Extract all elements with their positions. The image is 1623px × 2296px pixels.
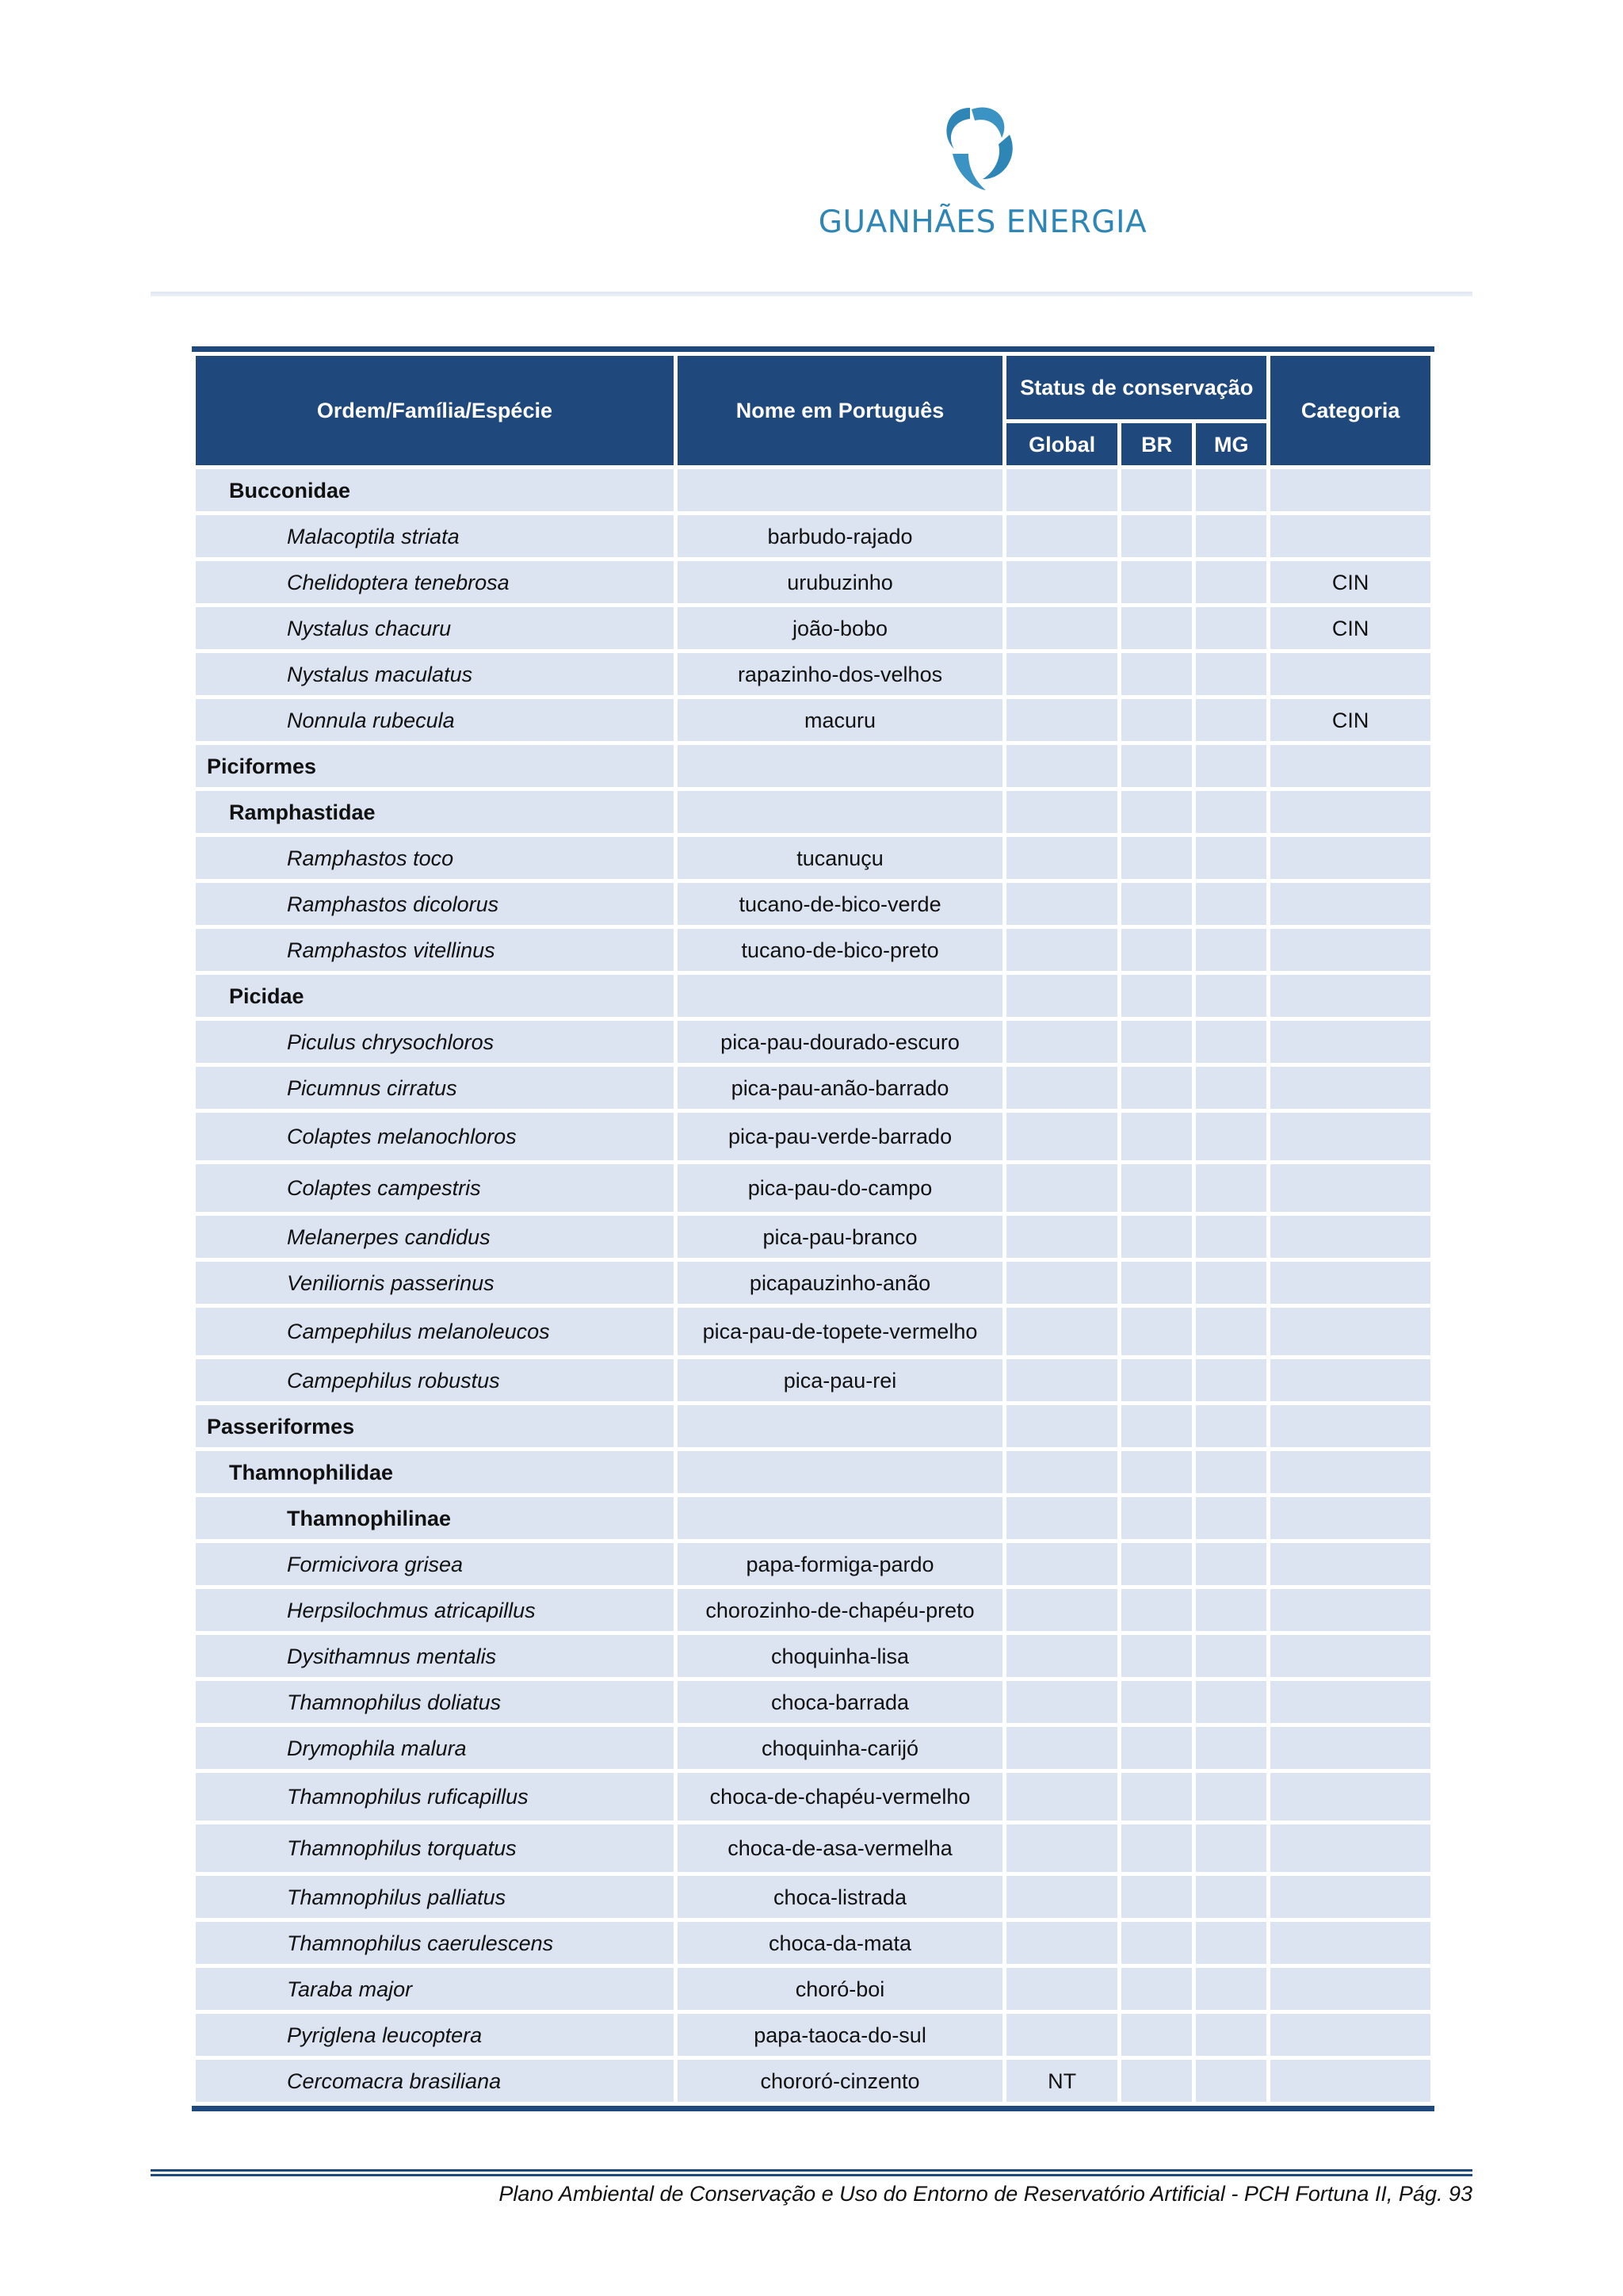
mg-status-cell [1196,1543,1266,1585]
global-status-cell [1006,2014,1117,2056]
portuguese-name-cell [678,791,1002,833]
taxon-cell [196,1635,674,1677]
table-row [196,1216,1430,1258]
br-status-cell [1121,745,1192,787]
category-cell [1270,1681,1430,1723]
global-status-cell [1006,699,1117,741]
br-status-cell [1121,699,1192,741]
category-cell [1270,1727,1430,1769]
portuguese-name-cell: papa-taoca-do-sul [678,2014,1002,2056]
category-cell: CIN [1270,607,1430,649]
header-category: Categoria [1270,356,1430,465]
global-status-cell [1006,1216,1117,1258]
global-status-cell [1006,1773,1117,1820]
mg-status-cell [1196,1262,1266,1304]
table-row [196,1021,1430,1063]
table-row [196,1876,1430,1918]
mg-status-cell [1196,1876,1266,1918]
portuguese-name-cell: pica-pau-rei [678,1359,1002,1401]
taxon-label: Formicivora grisea [287,1552,464,1576]
portuguese-name-cell: choquinha-carijó [678,1727,1002,1769]
header-species: Ordem/Família/Espécie [196,356,674,465]
br-status-cell [1121,975,1192,1017]
portuguese-name-cell: choquinha-lisa [678,1635,1002,1677]
br-status-cell [1121,2060,1192,2102]
taxon-cell [196,929,674,971]
taxon-cell [196,1359,674,1401]
global-status-cell [1006,1405,1117,1447]
portuguese-name-cell: pica-pau-branco [678,1216,1002,1258]
taxon-label: Picidae [229,984,304,1008]
taxon-label: Thamnophilidae [229,1460,394,1484]
portuguese-name-cell: choca-de-chapéu-vermelho [678,1773,1002,1820]
table-row [196,745,1430,787]
global-status-cell [1006,469,1117,511]
header-mg: MG [1196,423,1266,465]
global-status-cell [1006,975,1117,1017]
mg-status-cell [1196,883,1266,925]
br-status-cell [1121,1876,1192,1918]
table-row [196,2060,1430,2102]
category-cell [1270,1543,1430,1585]
category-cell [1270,745,1430,787]
portuguese-name-cell [678,1497,1002,1539]
global-status-cell [1006,1113,1117,1160]
taxon-cell [196,469,674,511]
mg-status-cell [1196,469,1266,511]
portuguese-name-cell: pica-pau-do-campo [678,1164,1002,1212]
taxon-cell [196,1589,674,1631]
br-status-cell [1121,1773,1192,1820]
br-status-cell [1121,1359,1192,1401]
taxon-label: Malacoptila striata [287,524,460,548]
category-cell [1270,791,1430,833]
portuguese-name-cell: barbudo-rajado [678,515,1002,557]
br-status-cell [1121,1308,1192,1355]
taxon-label: Thamnophilus doliatus [287,1690,502,1714]
br-status-cell [1121,1067,1192,1109]
global-status-cell [1006,515,1117,557]
br-status-cell [1121,1589,1192,1631]
category-cell [1270,837,1430,879]
global-status-cell [1006,1824,1117,1872]
portuguese-name-cell: pica-pau-anão-barrado [678,1067,1002,1109]
category-cell [1270,1067,1430,1109]
logo-icon [922,103,1041,198]
portuguese-name-cell: choró-boi [678,1968,1002,2010]
global-status-cell [1006,1968,1117,2010]
global-status-cell [1006,1164,1117,1212]
br-status-cell [1121,1727,1192,1769]
mg-status-cell [1196,745,1266,787]
taxon-label: Thamnophilus torquatus [287,1836,517,1860]
br-status-cell [1121,2014,1192,2056]
table-row [196,1589,1430,1631]
portuguese-name-cell: choca-barrada [678,1681,1002,1723]
species-table-container [192,346,1434,2111]
category-cell [1270,1968,1430,2010]
table-row [196,561,1430,603]
portuguese-name-cell: picapauzinho-anão [678,1262,1002,1304]
taxon-label: Ramphastidae [229,800,376,824]
global-status-cell [1006,745,1117,787]
header-conservation-status: Status de conservação [1006,356,1266,419]
taxon-label: Ramphastos vitellinus [287,938,495,962]
category-cell [1270,469,1430,511]
company-logo [816,103,1149,246]
taxon-label: Thamnophilus palliatus [287,1885,506,1909]
taxon-cell [196,1262,674,1304]
portuguese-name-cell: choca-listrada [678,1876,1002,1918]
taxon-cell [196,1497,674,1539]
global-status-cell [1006,1451,1117,1493]
global-status-cell: NT [1006,2060,1117,2102]
global-status-cell [1006,653,1117,695]
mg-status-cell [1196,607,1266,649]
category-cell [1270,1635,1430,1677]
category-cell [1270,1308,1430,1355]
global-status-cell [1006,929,1117,971]
table-row [196,929,1430,971]
taxon-cell [196,1968,674,2010]
taxon-label: Piciformes [207,754,317,778]
portuguese-name-cell [678,975,1002,1017]
table-row [196,1681,1430,1723]
taxon-label: Colaptes campestris [287,1176,481,1200]
portuguese-name-cell: papa-formiga-pardo [678,1543,1002,1585]
table-row [196,1635,1430,1677]
global-status-cell [1006,1359,1117,1401]
br-status-cell [1121,515,1192,557]
br-status-cell [1121,607,1192,649]
category-cell: CIN [1270,699,1430,741]
table-row [196,1262,1430,1304]
category-cell [1270,1824,1430,1872]
taxon-cell [196,745,674,787]
table-row [196,1164,1430,1212]
portuguese-name-cell [678,1451,1002,1493]
portuguese-name-cell [678,745,1002,787]
mg-status-cell [1196,1497,1266,1539]
taxon-label: Bucconidae [229,478,351,502]
taxon-cell [196,1308,674,1355]
taxon-label: Nystalus maculatus [287,662,473,686]
portuguese-name-cell: pica-pau-verde-barrado [678,1113,1002,1160]
header-portuguese-name: Nome em Português [678,356,1002,465]
mg-status-cell [1196,515,1266,557]
taxon-label: Thamnophilinae [287,1506,452,1530]
taxon-cell [196,699,674,741]
category-cell [1270,2060,1430,2102]
global-status-cell [1006,837,1117,879]
category-cell [1270,1451,1430,1493]
global-status-cell [1006,1543,1117,1585]
mg-status-cell [1196,1773,1266,1820]
mg-status-cell [1196,837,1266,879]
category-cell [1270,1021,1430,1063]
br-status-cell [1121,1164,1192,1212]
mg-status-cell [1196,653,1266,695]
category-cell [1270,1405,1430,1447]
global-status-cell [1006,561,1117,603]
mg-status-cell [1196,561,1266,603]
portuguese-name-cell: chorozinho-de-chapéu-preto [678,1589,1002,1631]
table-row [196,653,1430,695]
table-row [196,975,1430,1017]
taxon-label: Campephilus robustus [287,1368,500,1392]
table-row [196,1451,1430,1493]
category-cell [1270,975,1430,1017]
footer-rule-double [151,2174,1472,2176]
mg-status-cell [1196,975,1266,1017]
portuguese-name-cell: tucanuçu [678,837,1002,879]
taxon-label: Taraba major [287,1977,413,2001]
taxon-cell [196,1727,674,1769]
taxon-label: Ramphastos dicolorus [287,892,499,916]
header-br: BR [1121,423,1192,465]
taxon-label: Veniliornis passerinus [287,1270,495,1295]
global-status-cell [1006,1876,1117,1918]
species-table-body [196,469,1430,2102]
portuguese-name-cell: choca-da-mata [678,1922,1002,1964]
taxon-label: Campephilus melanoleucos [287,1320,550,1343]
taxon-cell [196,561,674,603]
taxon-cell [196,1405,674,1447]
mg-status-cell [1196,1308,1266,1355]
br-status-cell [1121,1824,1192,1872]
table-row [196,1497,1430,1539]
br-status-cell [1121,1405,1192,1447]
taxon-cell [196,837,674,879]
taxon-label: Chelidoptera tenebrosa [287,570,510,594]
br-status-cell [1121,1968,1192,2010]
br-status-cell [1121,1113,1192,1160]
table-row [196,837,1430,879]
category-cell [1270,929,1430,971]
portuguese-name-cell: macuru [678,699,1002,741]
taxon-label: Nonnula rubecula [287,708,455,732]
taxon-cell [196,791,674,833]
taxon-cell [196,2014,674,2056]
taxon-label: Piculus chrysochloros [287,1030,495,1054]
table-row [196,515,1430,557]
br-status-cell [1121,1451,1192,1493]
taxon-label: Thamnophilus caerulescens [287,1931,554,1955]
mg-status-cell [1196,2014,1266,2056]
br-status-cell [1121,1021,1192,1063]
br-status-cell [1121,1216,1192,1258]
global-status-cell [1006,1681,1117,1723]
mg-status-cell [1196,1359,1266,1401]
table-row [196,1543,1430,1585]
taxon-cell [196,1543,674,1585]
category-cell [1270,1262,1430,1304]
mg-status-cell [1196,1451,1266,1493]
portuguese-name-cell: rapazinho-dos-velhos [678,653,1002,695]
portuguese-name-cell [678,1405,1002,1447]
global-status-cell [1006,1262,1117,1304]
taxon-label: Picumnus cirratus [287,1075,457,1100]
taxon-label: Drymophila malura [287,1736,467,1760]
category-cell: CIN [1270,561,1430,603]
portuguese-name-cell: choca-de-asa-vermelha [678,1824,1002,1872]
mg-status-cell [1196,791,1266,833]
category-cell [1270,1876,1430,1918]
portuguese-name-cell: joão-bobo [678,607,1002,649]
taxon-cell [196,883,674,925]
global-status-cell [1006,1021,1117,1063]
portuguese-name-cell: chororó-cinzento [678,2060,1002,2102]
taxon-cell [196,1824,674,1872]
table-row [196,1405,1430,1447]
portuguese-name-cell: pica-pau-dourado-escuro [678,1021,1002,1063]
global-status-cell [1006,1308,1117,1355]
global-status-cell [1006,1067,1117,1109]
taxon-cell [196,1451,674,1493]
taxon-label: Colaptes melanochloros [287,1125,517,1148]
taxon-cell [196,1681,674,1723]
table-row [196,1067,1430,1109]
taxon-cell [196,515,674,557]
taxon-label: Ramphastos toco [287,846,454,870]
table-row [196,1922,1430,1964]
mg-status-cell [1196,1164,1266,1212]
table-row [196,699,1430,741]
table-row [196,469,1430,511]
mg-status-cell [1196,2060,1266,2102]
portuguese-name-cell: tucano-de-bico-preto [678,929,1002,971]
taxon-label: Melanerpes candidus [287,1224,491,1249]
taxon-label: Thamnophilus ruficapillus [287,1785,529,1809]
category-cell [1270,2014,1430,2056]
br-status-cell [1121,469,1192,511]
category-cell [1270,1773,1430,1820]
mg-status-cell [1196,1727,1266,1769]
category-cell [1270,1216,1430,1258]
table-row [196,2014,1430,2056]
taxon-label: Pyriglena leucoptera [287,2023,483,2047]
br-status-cell [1121,883,1192,925]
taxon-cell [196,975,674,1017]
mg-status-cell [1196,1968,1266,2010]
mg-status-cell [1196,1216,1266,1258]
br-status-cell [1121,1681,1192,1723]
category-cell [1270,1589,1430,1631]
species-table [192,346,1434,2111]
category-cell [1270,883,1430,925]
table-row [196,1113,1430,1160]
taxon-label: Herpsilochmus atricapillus [287,1598,536,1622]
global-status-cell [1006,1589,1117,1631]
br-status-cell [1121,837,1192,879]
taxon-cell [196,1164,674,1212]
mg-status-cell [1196,1405,1266,1447]
global-status-cell [1006,607,1117,649]
mg-status-cell [1196,699,1266,741]
portuguese-name-cell: tucano-de-bico-verde [678,883,1002,925]
global-status-cell [1006,1727,1117,1769]
mg-status-cell [1196,1824,1266,1872]
mg-status-cell [1196,1589,1266,1631]
br-status-cell [1121,1543,1192,1585]
global-status-cell [1006,791,1117,833]
category-cell [1270,1164,1430,1212]
table-row [196,607,1430,649]
mg-status-cell [1196,1922,1266,1964]
br-status-cell [1121,1922,1192,1964]
category-cell [1270,1497,1430,1539]
taxon-cell [196,1067,674,1109]
table-row [196,1359,1430,1401]
mg-status-cell [1196,1681,1266,1723]
br-status-cell [1121,1262,1192,1304]
table-row [196,1727,1430,1769]
taxon-cell [196,1113,674,1160]
br-status-cell [1121,561,1192,603]
table-row [196,791,1430,833]
br-status-cell [1121,1635,1192,1677]
category-cell [1270,1113,1430,1160]
category-cell [1270,1922,1430,1964]
taxon-label: Nystalus chacuru [287,616,452,640]
br-status-cell [1121,653,1192,695]
page-footer: Plano Ambiental de Conservação e Uso do Entorno de Reservatório Artificial - PCH Fortuna II, Pág. 93 [498,2182,1472,2206]
br-status-cell [1121,791,1192,833]
header-rule [151,292,1472,296]
table-row [196,1308,1430,1355]
taxon-cell [196,1021,674,1063]
taxon-cell [196,653,674,695]
portuguese-name-cell [678,469,1002,511]
br-status-cell [1121,929,1192,971]
taxon-cell [196,607,674,649]
taxon-cell [196,1773,674,1820]
mg-status-cell [1196,929,1266,971]
mg-status-cell [1196,1113,1266,1160]
taxon-label: Passeriformes [207,1414,355,1438]
category-cell [1270,1359,1430,1401]
taxon-cell [196,1922,674,1964]
mg-status-cell [1196,1021,1266,1063]
global-status-cell [1006,883,1117,925]
taxon-cell [196,1876,674,1918]
portuguese-name-cell: urubuzinho [678,561,1002,603]
portuguese-name-cell: pica-pau-de-topete-vermelho [678,1308,1002,1355]
table-row [196,1824,1430,1872]
mg-status-cell [1196,1067,1266,1109]
br-status-cell [1121,1497,1192,1539]
taxon-label: Dysithamnus mentalis [287,1644,497,1668]
mg-status-cell [1196,1635,1266,1677]
taxon-cell [196,1216,674,1258]
global-status-cell [1006,1635,1117,1677]
taxon-label: Cercomacra brasiliana [287,2069,502,2093]
table-row [196,883,1430,925]
global-status-cell [1006,1497,1117,1539]
category-cell [1270,515,1430,557]
logo-text: GUANHÃES ENERGIA [818,204,1148,240]
table-row [196,1968,1430,2010]
footer-rule [151,2169,1472,2172]
table-row [196,1773,1430,1820]
category-cell [1270,653,1430,695]
taxon-cell [196,2060,674,2102]
header-global: Global [1006,423,1117,465]
global-status-cell [1006,1922,1117,1964]
